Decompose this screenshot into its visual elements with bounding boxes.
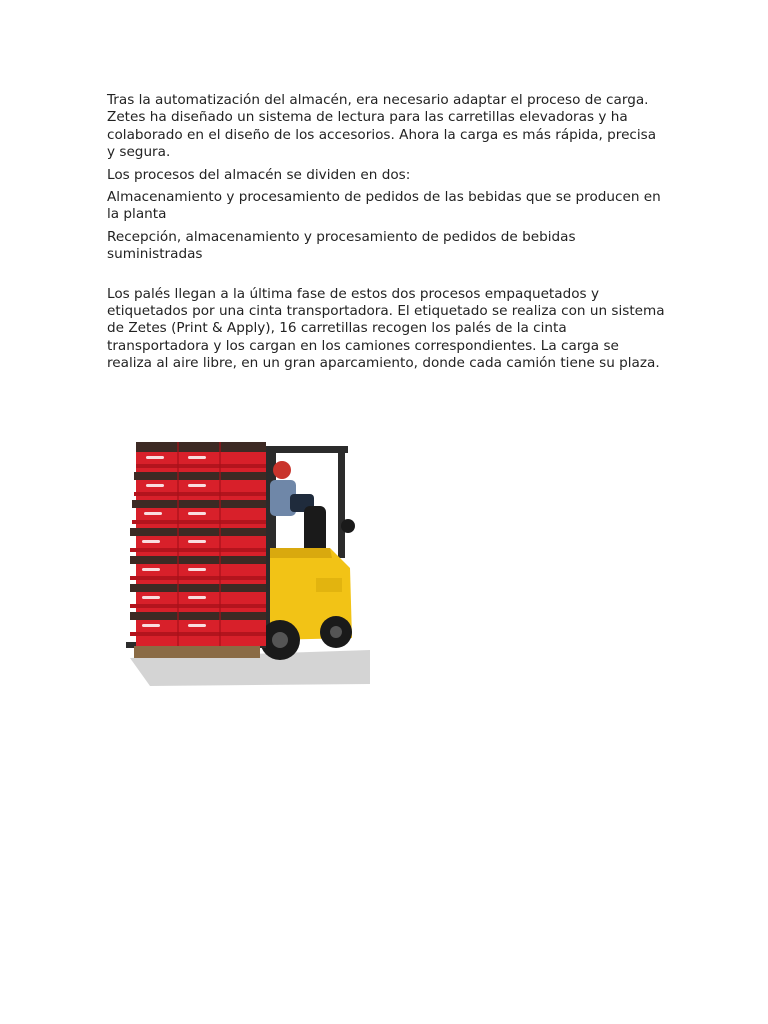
paragraph-process-1: Almacenamiento y procesamiento de pedidos de las bebidas que se producen en la planta xyxy=(107,189,661,223)
paragraph-pallets: Los palés llegan a la última fase de estos dos procesos empaquetados y etiquetados por una cinta transportadora. El etiquetado se realiza con un sistema de Zetes (Print & Apply), 16 carretillas recogen los palés de la cinta transportadora y los cargan en los camiones correspondientes. La carga se realiza al aire libre, en un gran aparcamiento, donde cada camión tiene su plaza. xyxy=(107,285,665,372)
paragraph-intro: Tras la automatización del almacén, era necesario adaptar el proceso de carga. Zetes ha diseñado un sistema de lectura para las carretillas elevadoras y ha colaborado en el diseño de los accesorios. Ahora la carga es más rápida, precisa y segura. xyxy=(107,92,657,161)
paragraph-processes-heading: Los procesos del almacén se dividen en dos: xyxy=(107,166,411,183)
crate-stack xyxy=(130,442,266,646)
body-text xyxy=(107,92,667,378)
forklift-photo xyxy=(120,428,372,690)
paragraph-process-2: Recepción, almacenamiento y procesamiento de pedidos de bebidas suministradas xyxy=(107,228,576,263)
